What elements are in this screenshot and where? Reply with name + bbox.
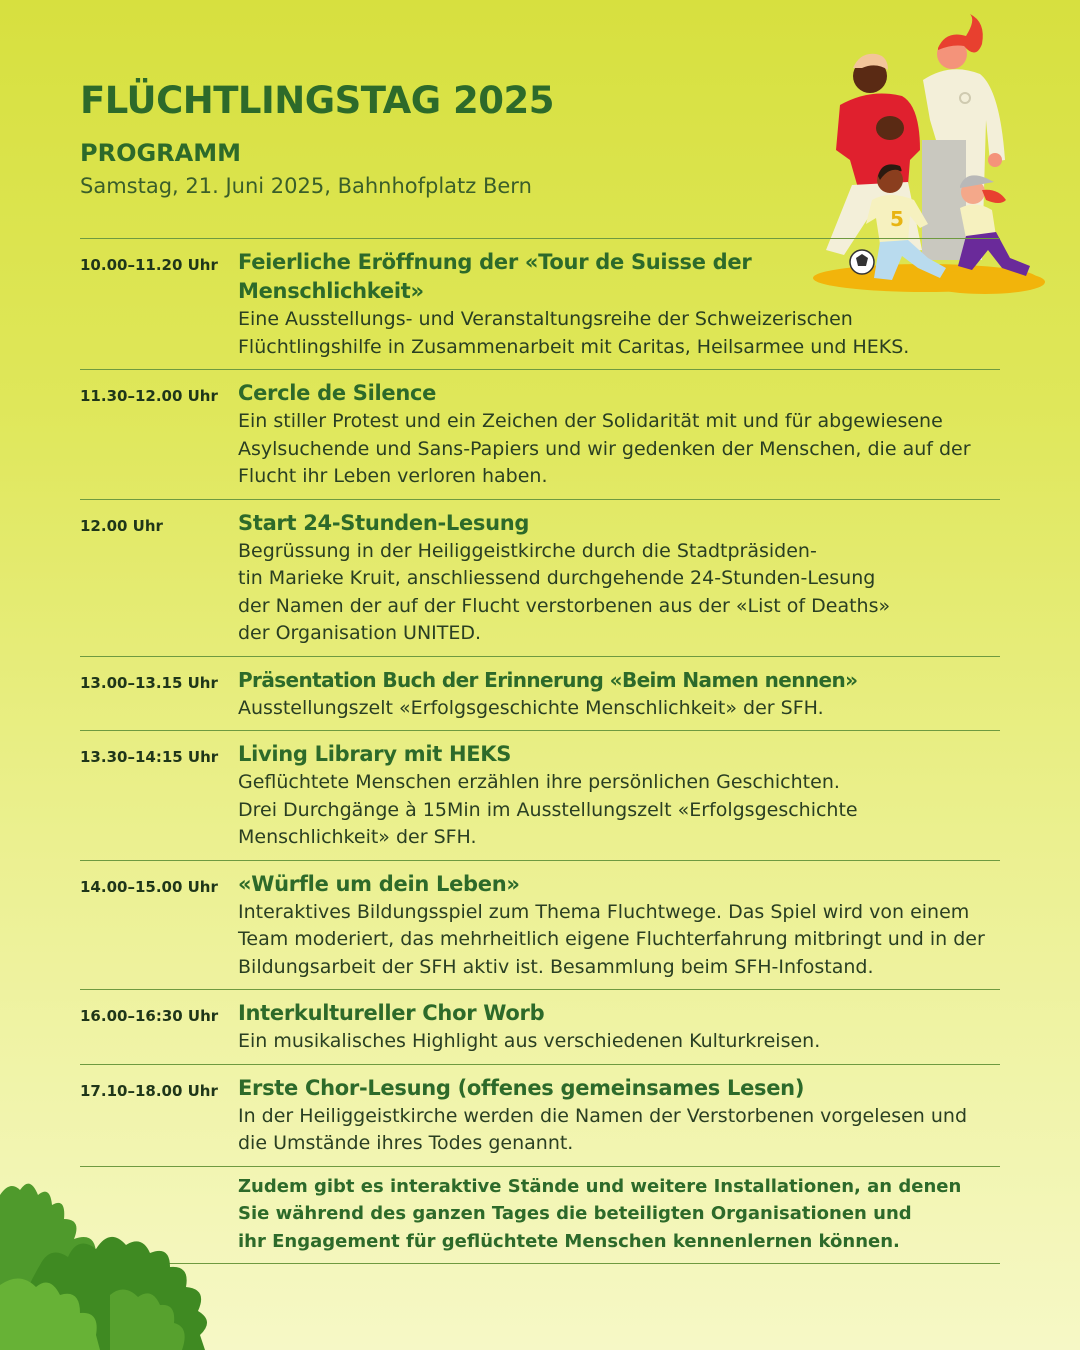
event-title: «Würfle um dein Leben» [238,871,520,896]
event-description: Ein stiller Protest und ein Zeichen der Solidarität mit und für abgewiesene Asylsuchende und Sans-Papiers und wir gedenken der Menschen, die auf der Flucht ihr Leben verloren haben. [238,410,971,487]
bush-illustration [0,1175,215,1350]
event-time: 13.30–14:15 Uhr [80,748,219,766]
schedule-item [80,731,1000,861]
event-title: Präsentation Buch der Erinnerung «Beim Namen nennen» [238,667,858,692]
event-time: 13.00–13.15 Uhr [80,673,218,692]
event-title: Living Library mit HEKS [238,742,512,766]
event-title: Cercle de Silence [238,381,437,405]
footer-note: Zudem gibt es interaktive Stände und weitere Installationen, an denen Sie während des ganzen Tages die beteiligten Organisationen und ihr Engagement für geflüchtete Menschen kennenlernen können. [238,1175,962,1252]
event-title: Erste Chor-Lesung (offenes gemeinsames Lesen) [238,1075,805,1100]
program-schedule [80,238,1000,1264]
footer-note-row [80,1167,1000,1265]
svg-text:5: 5 [890,207,904,231]
date-location: Samstag, 21. Juni 2025, Bahnhofplatz Bern [80,174,532,198]
event-description: Ausstellungszelt «Erfolgsgeschichte Menschlichkeit» der SFH. [238,696,824,719]
event-time: 10.00–11.20 Uhr [80,256,218,274]
event-description: Geflüchtete Menschen erzählen ihre persönlichen Geschichten. Drei Durchgänge à 15Min im Ausstellungszelt «Erfolgsgeschichte Menschlichkeit» der SFH. [238,771,858,848]
schedule-item [80,370,1000,500]
event-description: Begrüssung in der Heiliggeistkirche durch die Stadtpräsiden- tin Marieke Kruit, anschliessend durchgehende 24-Stunden-Lesung der Namen der auf der Flucht verstorbenen aus der «List of Deaths» der Organisation UNITED. [238,539,891,644]
event-time: 17.10–18.00 Uhr [80,1081,218,1100]
schedule-item [80,500,1000,657]
event-time: 14.00–15.00 Uhr [80,877,218,896]
event-time: 16.00–16:30 Uhr [80,1007,219,1025]
event-time: 12.00 Uhr [80,516,163,535]
schedule-item [80,861,1000,991]
event-description: Interaktives Bildungsspiel zum Thema Fluchtwege. Das Spiel wird von einem Team moderiert, das mehrheitlich eigene Fluchterfahrung mitbringt und in der Bildungsarbeit der SFH aktiv ist. Besammlung beim SFH-Infostand. [238,900,985,978]
event-title: Interkultureller Chor Worb [238,1001,545,1025]
event-description: Eine Ausstellungs- und Veranstaltungsreihe der Schweizerischen Flüchtlingshilfe in Zusammenarbeit mit Caritas, Heilsarmee und HEKS. [238,308,910,358]
schedule-item [80,990,1000,1065]
event-time: 11.30–12.00 Uhr [80,387,218,405]
page-title: FLÜCHTLINGSTAG 2025 [80,79,554,122]
schedule-item [80,1065,1000,1167]
schedule-item [80,239,1000,370]
event-title: Feierliche Eröffnung der «Tour de Suisse der Menschlichkeit» [238,250,752,303]
event-description: In der Heiliggeistkirche werden die Namen der Verstorbenen vorgelesen und die Umstände ihres Todes genannt. [238,1104,968,1154]
event-description: Ein musikalisches Highlight aus verschiedenen Kulturkreisen. [238,1030,821,1052]
event-title: Start 24-Stunden-Lesung [238,510,530,535]
program-heading: PROGRAMM [80,139,241,167]
schedule-item [80,657,1000,732]
